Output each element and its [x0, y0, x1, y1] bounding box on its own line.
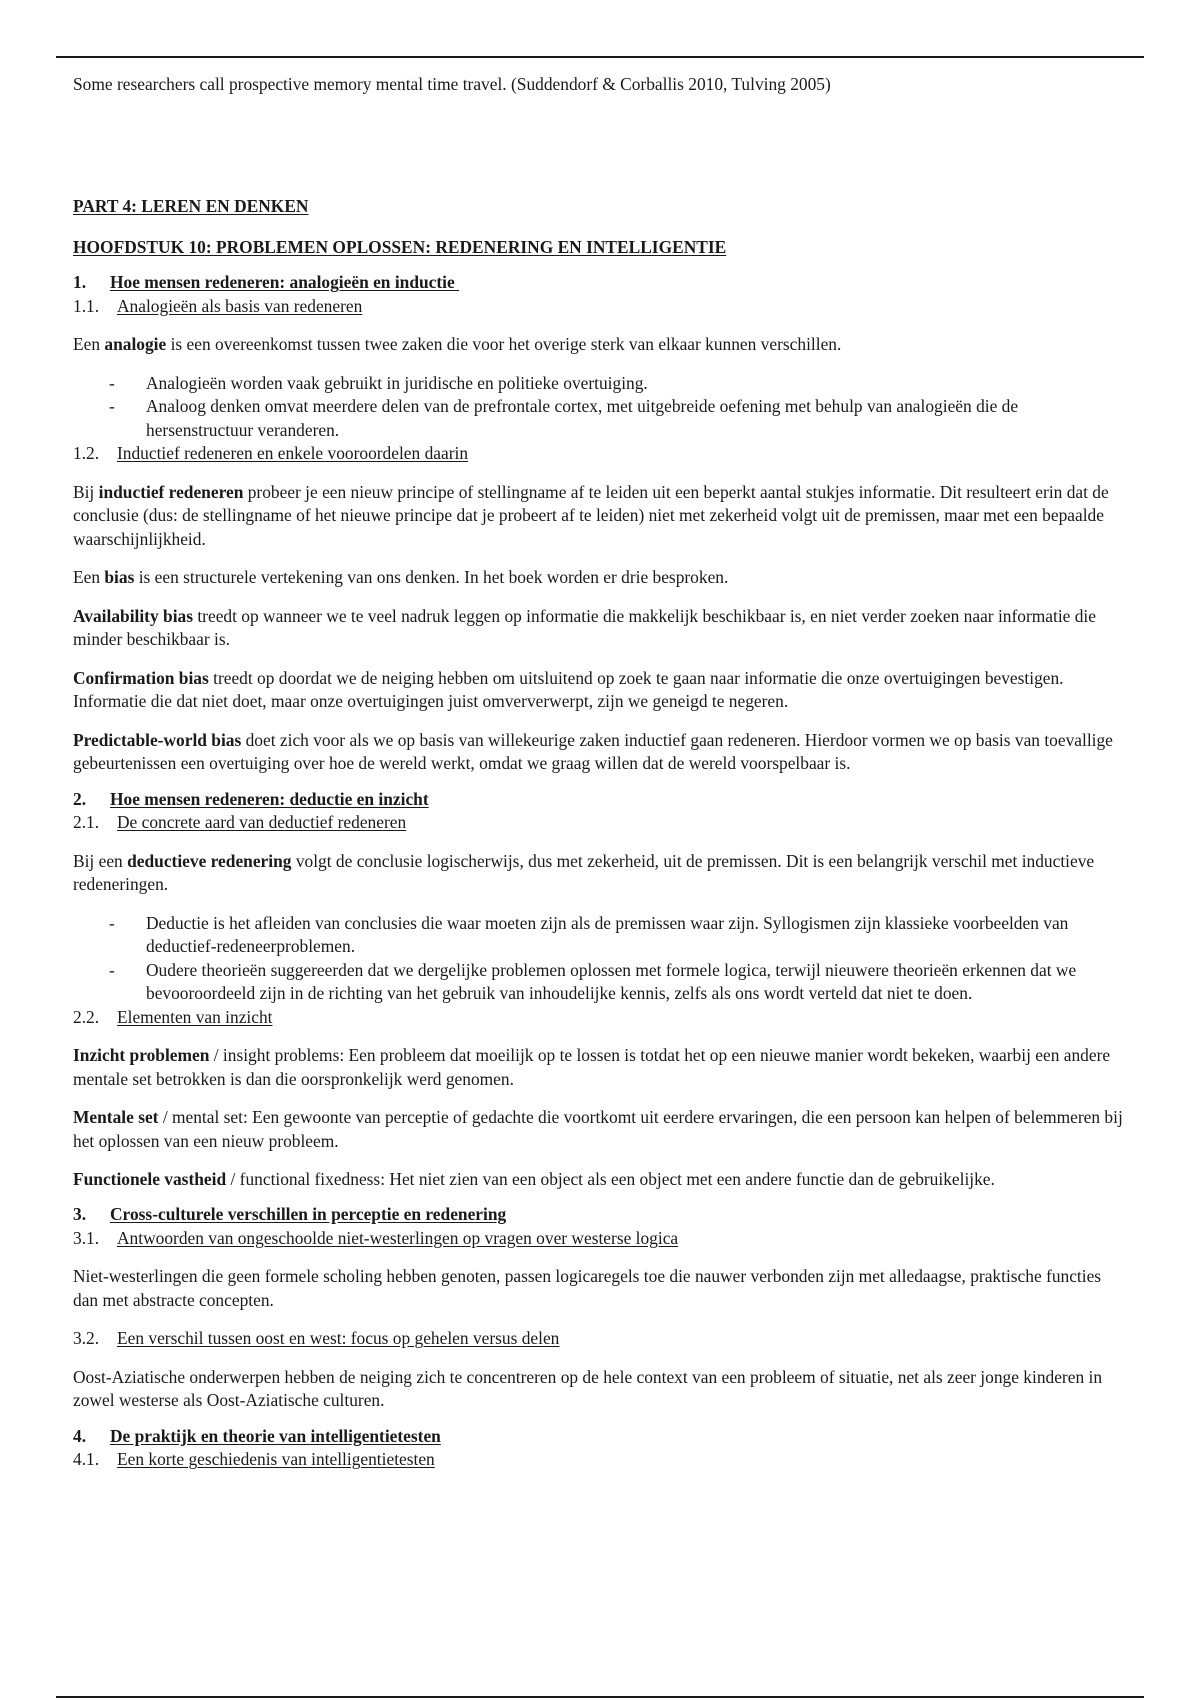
document-page: [73, 60, 1125, 1472]
paragraph-bias: Een bias is een structurele vertekening van ons denken. In het boek worden er drie besproken.: [73, 567, 729, 588]
section-title: Hoe mensen redeneren: analogieën en inductie: [110, 272, 460, 293]
section-number: 4.: [73, 1425, 87, 1446]
subsection-number: 2.1.: [73, 812, 100, 833]
bullet-list: [73, 912, 1125, 1006]
subsection-number: 3.1.: [73, 1227, 100, 1248]
term: Inzicht problemen: [73, 1045, 210, 1066]
subsection-title: Een verschil tussen oost en west: focus op gehelen versus delen: [117, 1328, 560, 1349]
subsection-3-2-heading: [73, 1327, 1125, 1350]
subsection-number: 1.2.: [73, 443, 100, 464]
subsection-1-1-heading: [73, 295, 1125, 318]
paragraph-deductief: Bij een deductieve redenering volgt de conclusie logischerwijs, dus met zekerheid, uit de premissen. Dit is een belangrijk verschil met inductieve redeneringen.: [73, 850, 1095, 895]
section-2-heading: [73, 788, 1125, 811]
subsection-4-1-heading: [73, 1448, 1125, 1471]
paragraph-inductief: Bij inductief redeneren probeer je een nieuw principe of stellingname af te leiden uit een beperkt aantal stukjes informatie. Dit resulteert erin dat de conclusie (dus: de stellingname of het nieuwe principe dat je probeert af te leiden) niet met zekerheid volgt uit de premissen, maar met een bepaalde waarschijnlijkheid.: [73, 481, 1109, 549]
paragraph-availability-bias: Availability bias treedt op wanneer we te veel nadruk leggen op informatie die makkelijk beschikbaar is, en niet verder zoeken naar informatie die minder beschikbaar is.: [73, 605, 1096, 650]
paragraph-predictable-world-bias: Predictable-world bias doet zich voor als we op basis van willekeurige zaken inductief gaan redeneren. Hierdoor vormen we op basis van toevallige gebeurtenissen een overtuiging over hoe de wereld werkt, omdat we graag willen dat de wereld voorspelbaar is.: [73, 729, 1113, 774]
subsection-title: Inductief redeneren en enkele vooroordelen daarin: [117, 443, 469, 464]
paragraph-inzicht-problemen: Inzicht problemen / insight problems: Een probleem dat moeilijk op te lossen is totdat het op een nieuwe manier wordt bekeken, waarbij een andere mentale set betrokken is dan die oorspronkelijk werd genomen.: [73, 1045, 1111, 1089]
section-1-heading: [73, 271, 1125, 294]
chapter-heading: HOOFDSTUK 10: PROBLEMEN OPLOSSEN: REDENERING EN INTELLIGENTIE: [73, 236, 727, 257]
paragraph-niet-westerlingen: Niet-westerlingen die geen formele scholing hebben genoten, passen logicaregels toe die nauwer verbonden zijn met alledaagse, praktische functies dan met abstracte concepten.: [73, 1266, 1102, 1310]
top-rule: [56, 56, 1144, 58]
list-item: - Analogieën worden vaak gebruikt in juridische en politieke overtuiging.: [73, 372, 1125, 395]
subsection-number: 1.1.: [73, 295, 100, 316]
section-title: Hoe mensen redeneren: deductie en inzicht: [110, 788, 429, 809]
paragraph-oost-west: Oost-Aziatische onderwerpen hebben de neiging zich te concentreren op de hele context van een probleem of situatie, net als zeer jonge kinderen in zowel westerse als Oost-Aziatische culturen.: [73, 1366, 1103, 1411]
section-4-heading: [73, 1425, 1125, 1448]
subsection-title: De concrete aard van deductief redeneren: [117, 812, 407, 833]
part-heading: PART 4: LEREN EN DENKEN: [73, 196, 309, 217]
paragraph-mentale-set: Mentale set / mental set: Een gewoonte van perceptie of gedachte die voortkomt uit eerdere ervaringen, die een persoon kan helpen of belemmeren bij het oplossen van een nieuw probleem.: [73, 1107, 1123, 1151]
section-number: 2.: [73, 788, 87, 809]
subsection-2-1-heading: [73, 811, 1125, 834]
section-title: Cross-culturele verschillen in perceptie en redenering: [110, 1204, 507, 1225]
subsection-number: 4.1.: [73, 1449, 100, 1470]
subsection-number: 2.2.: [73, 1006, 100, 1027]
term: Predictable-world bias: [73, 729, 242, 750]
subsection-title: Elementen van inzicht: [117, 1006, 273, 1027]
section-3-heading: [73, 1203, 1125, 1226]
list-item: - Oudere theorieën suggereerden dat we dergelijke problemen oplossen met formele logica, terwijl nieuwere theorieën erkennen dat we bevooroordeeld zijn in de richting van het gebruik van inhoudelijke kennis, zelfs als ons wordt verteld dat niet te doen.: [73, 959, 1125, 1006]
term: analogie: [104, 334, 167, 355]
subsection-title: Analogieën als basis van redeneren: [117, 295, 363, 316]
term: bias: [104, 567, 135, 588]
section-number: 1.: [73, 272, 87, 293]
subsection-3-1-heading: [73, 1227, 1125, 1250]
term: deductieve redenering: [127, 850, 292, 871]
section-number: 3.: [73, 1204, 87, 1225]
intro-sentence: Some researchers call prospective memory mental time travel. (Suddendorf & Corballis 2010, Tulving 2005): [73, 74, 831, 94]
subsection-title: Een korte geschiedenis van intelligentietesten: [117, 1449, 435, 1470]
subsection-1-2-heading: [73, 442, 1125, 465]
term: Availability bias: [73, 605, 193, 626]
paragraph-analogie: Een analogie is een overeenkomst tussen twee zaken die voor het overige sterk van elkaar kunnen verschillen.: [73, 334, 842, 355]
list-item: - Deductie is het afleiden van conclusies die waar moeten zijn als de premissen waar zijn. Syllogismen zijn klassieke voorbeelden van deductief-redeneerproblemen.: [73, 912, 1125, 959]
list-item: - Analoog denken omvat meerdere delen van de prefrontale cortex, met uitgebreide oefening met behulp van analogieën die de hersenstructuur veranderen.: [73, 395, 1125, 442]
term: inductief redeneren: [98, 481, 244, 502]
term: Mentale set: [73, 1107, 159, 1128]
term: Confirmation bias: [73, 667, 209, 688]
paragraph-functionele-vastheid: Functionele vastheid / functional fixedness: Het niet zien van een object als een object met een andere functie dan de gebruikelijke.: [73, 1168, 995, 1189]
section-title: De praktijk en theorie van intelligentietesten: [110, 1425, 441, 1446]
bullet-list: [73, 372, 1125, 442]
bottom-rule: [56, 1696, 1144, 1698]
term: Functionele vastheid: [73, 1168, 227, 1189]
subsection-title: Antwoorden van ongeschoolde niet-westerlingen op vragen over westerse logica: [117, 1227, 679, 1248]
subsection-number: 3.2.: [73, 1328, 100, 1349]
paragraph-confirmation-bias: Confirmation bias treedt op doordat we de neiging hebben om uitsluitend op zoek te gaan naar informatie die onze overtuigingen bevestigen. Informatie die dat niet doet, maar onze overtuigingen juist omververwerpt, zijn we geneigd te negeren.: [73, 667, 1064, 712]
subsection-2-2-heading: [73, 1006, 1125, 1029]
